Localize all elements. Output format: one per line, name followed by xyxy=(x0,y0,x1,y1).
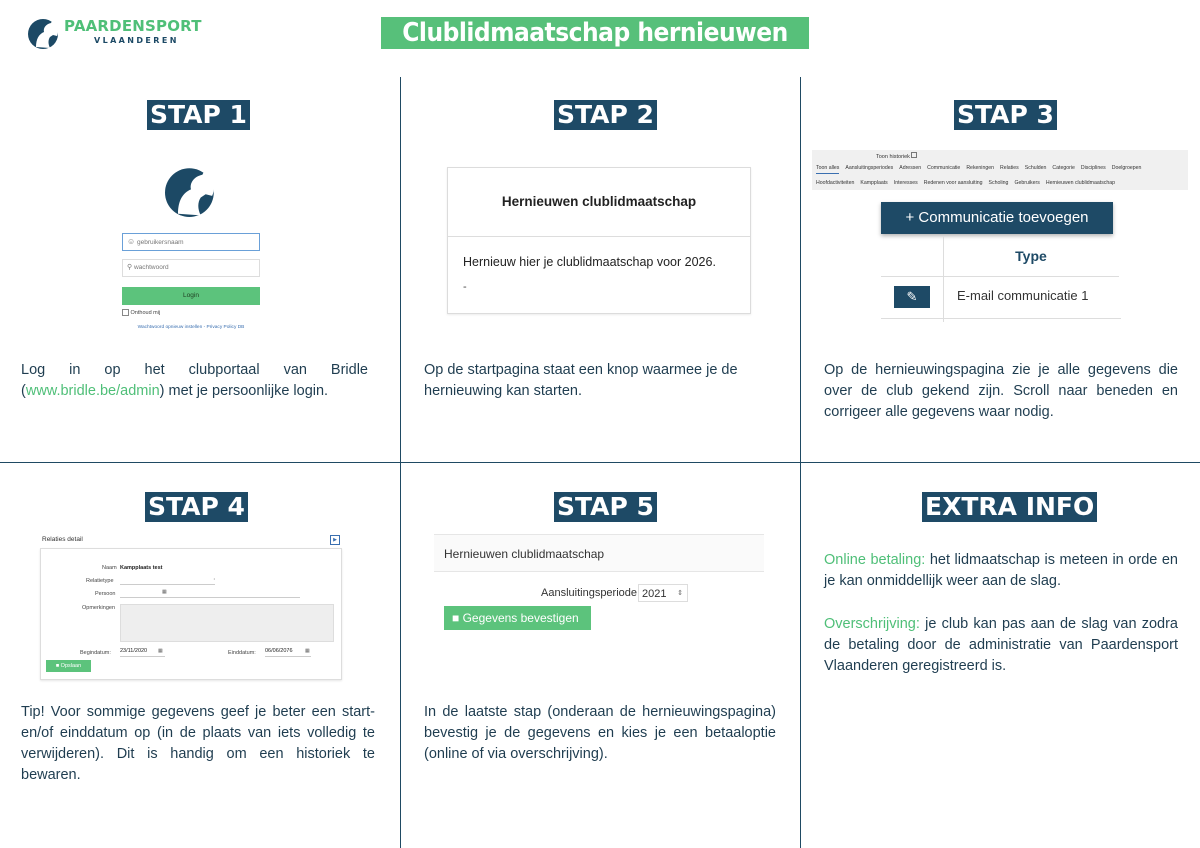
step2-renew-card xyxy=(447,167,751,314)
step1-title: STAP 1 xyxy=(147,100,250,130)
pencil-icon: ✎ xyxy=(906,289,918,304)
transfer-payment-description: je club kan pas aan de slag van zodra de betaling door de administratie van Paardensport Vlaanderen geregistreerd is. xyxy=(824,616,1178,674)
step4-title: STAP 4 xyxy=(145,492,248,522)
step5-text: In de laatste stap (onderaan de hernieuwingspagina) bevestig je de gegevens en kies je een betaaloptie (online of via overschrijving). xyxy=(424,704,776,762)
renew-card-dash: - xyxy=(463,281,467,293)
key-icon: ⚲ xyxy=(127,264,133,271)
period-select[interactable] xyxy=(638,584,688,602)
step1-login-screenshot xyxy=(118,160,264,340)
username-placeholder: gebruikersnaam xyxy=(136,239,184,246)
begindatum-input[interactable] xyxy=(120,648,165,657)
step5-screenshot xyxy=(434,534,766,634)
password-field[interactable] xyxy=(122,259,260,277)
renew-card-body[interactable]: Hernieuw hier je clublidmaatschap voor 2026. xyxy=(463,255,716,269)
page-title: Clublidmaatschap hernieuwen xyxy=(381,17,809,49)
tab-r2-0[interactable]: Hoofdactiviteiten xyxy=(816,180,855,186)
calendar-icon: ▦ xyxy=(162,589,167,595)
tabs-bar xyxy=(812,150,1188,190)
brand-name-bottom: VLAANDEREN xyxy=(94,36,179,45)
confirm-button[interactable] xyxy=(444,606,591,630)
tab-r1-9[interactable]: Doelgroepen xyxy=(1111,165,1142,171)
tab-r1-0[interactable]: Toon alles xyxy=(816,165,839,174)
floppy-icon: ■ xyxy=(452,611,460,625)
step3-text: Op de hernieuwingspagina zie je alle gegevens die over de club gekend zijn. Scroll naar beneden en corrigeer alle gegevens waar nodig. xyxy=(824,362,1178,420)
step4-screenshot xyxy=(40,530,342,680)
step1-text-start: Log in op het clubportaal van Bridle ( xyxy=(21,362,368,399)
step3-title: STAP 3 xyxy=(954,100,1057,130)
period-value: 2021 xyxy=(642,588,667,600)
tab-r2-2[interactable]: Interesses xyxy=(893,180,918,186)
online-payment-description: het lidmaatschap is meteen in orde en je kan onmiddellijk weer aan de slag. xyxy=(824,552,1178,589)
einddatum-label: Einddatum: xyxy=(228,650,256,656)
horse-head-icon xyxy=(26,17,62,49)
calendar-icon: ▦ xyxy=(305,648,310,654)
tab-r1-5[interactable]: Relaties xyxy=(1000,165,1019,171)
tab-r1-2[interactable]: Adressen xyxy=(899,165,922,171)
brand-logo xyxy=(26,17,202,51)
toon-historiek-label: Toon historiek xyxy=(876,154,910,160)
naam-value: Kampplaats test xyxy=(120,565,163,571)
relatietype-label: Relatietype xyxy=(86,578,114,584)
confirm-button-label: Gegevens bevestigen xyxy=(462,611,579,625)
add-communication-button[interactable]: + Communicatie toevoegen xyxy=(881,202,1113,234)
remember-label: Onthoud mij xyxy=(130,309,161,316)
renew-card-heading: Hernieuwen clublidmaatschap xyxy=(448,168,750,237)
panel-close-icon[interactable]: ▶ xyxy=(330,535,340,545)
transfer-payment-text xyxy=(824,614,1178,677)
edit-button[interactable] xyxy=(894,286,930,308)
begindatum-value: 23/11/2020 xyxy=(120,648,148,654)
step2-text: Op de startpagina staat een knop waarmee je de hernieuwing kan starten. xyxy=(424,362,738,399)
persoon-label: Persoon xyxy=(95,591,116,597)
updown-icon: ⇕ xyxy=(677,590,683,597)
divider-horizontal xyxy=(0,462,1200,463)
step4-text: Tip! Voor sommige gegevens geef je beter een start- en/of einddatum op (in de plaats van iets volledig te verwijderen). Dit is handig om een historiek te bewaren. xyxy=(21,704,375,783)
table-header-type: Type xyxy=(943,236,1119,277)
step5-title: STAP 5 xyxy=(554,492,657,522)
table-row-type: E-mail communicatie 1 xyxy=(957,288,1089,303)
remember-me[interactable] xyxy=(122,309,160,316)
user-icon: ☺ xyxy=(127,237,136,246)
floppy-icon: ■ xyxy=(55,663,60,669)
naam-label: Naam xyxy=(102,565,117,571)
tabs-row-2 xyxy=(816,180,1121,186)
einddatum-input[interactable] xyxy=(265,648,311,657)
horse-head-icon xyxy=(161,165,221,217)
transfer-payment-label: Overschrijving: xyxy=(824,616,920,632)
tab-r1-1[interactable]: Aansluitingsperiodes xyxy=(845,165,894,171)
einddatum-value: 06/06/2076 xyxy=(265,648,293,654)
communication-table xyxy=(881,236,1121,322)
password-placeholder: wachtwoord xyxy=(133,264,169,271)
login-button[interactable]: Login xyxy=(122,287,260,305)
persoon-input[interactable] xyxy=(120,589,300,598)
opmerkingen-textarea[interactable] xyxy=(120,604,334,642)
remember-checkbox[interactable] xyxy=(122,309,129,316)
online-payment-text xyxy=(824,550,1178,592)
tab-r2-5[interactable]: Gebruikers xyxy=(1014,180,1040,186)
extra-info-title: EXTRA INFO xyxy=(922,492,1097,522)
step1-text xyxy=(21,360,368,402)
step3-screenshot xyxy=(812,150,1188,322)
username-field[interactable] xyxy=(122,233,260,251)
relaties-panel-title: Relaties detail xyxy=(42,536,83,543)
brand-name-top: PAARDENSPORT xyxy=(64,17,202,35)
tab-r1-8[interactable]: Disciplines xyxy=(1080,165,1106,171)
login-footer-links[interactable]: Wachtwoord opnieuw instellen - Privacy Policy DB xyxy=(137,325,245,330)
begindatum-label: Begindatum: xyxy=(80,650,111,656)
save-button-label: Opslaan xyxy=(60,663,82,669)
opmerkingen-label: Opmerkingen xyxy=(82,605,116,611)
tab-r2-3[interactable]: Redenen voor aansluiting xyxy=(923,180,983,186)
relatietype-select[interactable]: • xyxy=(120,576,215,585)
step2-title: STAP 2 xyxy=(554,100,657,130)
save-button[interactable] xyxy=(46,660,91,672)
tab-r1-4[interactable]: Rekeningen xyxy=(966,165,995,171)
tab-r1-7[interactable]: Categorie xyxy=(1052,165,1075,171)
toon-historiek-checkbox[interactable] xyxy=(911,152,917,158)
calendar-icon: ▦ xyxy=(158,648,163,654)
tab-r2-4[interactable]: Scholing xyxy=(988,180,1009,186)
period-label: Aansluitingsperiode xyxy=(541,587,638,599)
step1-text-end: ) met je persoonlijke login. xyxy=(159,383,329,399)
tab-r1-6[interactable]: Schulden xyxy=(1024,165,1047,171)
toon-historiek[interactable] xyxy=(876,152,917,160)
online-payment-label: Online betaling: xyxy=(824,552,926,568)
bridle-admin-link[interactable]: www.bridle.be/admin xyxy=(25,383,160,399)
tab-r2-6[interactable]: Hernieuwen clublidmaatschap xyxy=(1045,180,1116,186)
tabs-row-1 xyxy=(816,165,1147,171)
step5-card-heading: Hernieuwen clublidmaatschap xyxy=(434,534,764,572)
tab-r2-1[interactable]: Kampplaats xyxy=(860,180,888,186)
tab-r1-3[interactable]: Communicatie xyxy=(927,165,961,171)
